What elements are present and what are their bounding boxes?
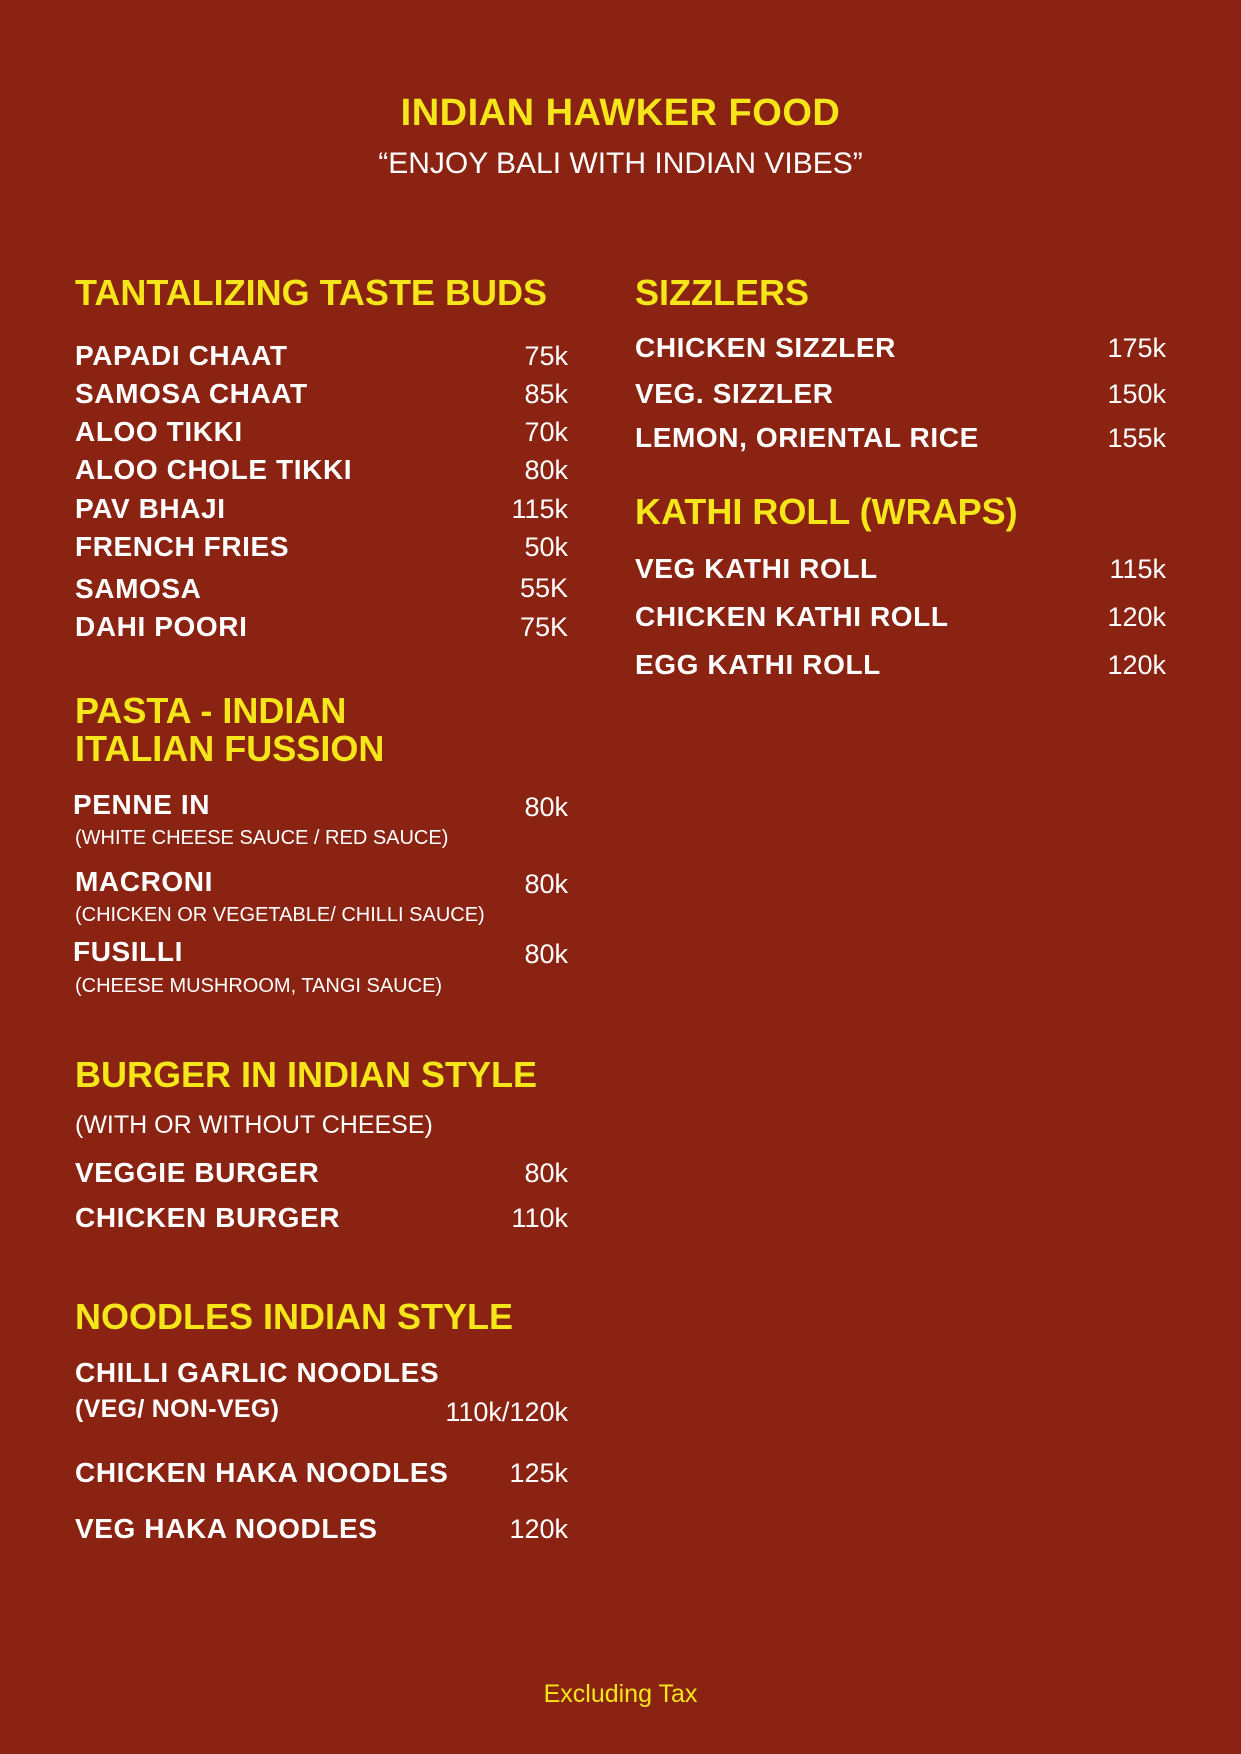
item-price: 125k (509, 1458, 568, 1488)
item-name: ALOO CHOLE TIKKI (75, 454, 353, 485)
item-price: 80k (524, 455, 568, 485)
item-price: 70k (524, 417, 568, 447)
item-name: PAV BHAJI (75, 493, 226, 524)
item-name: VEG HAKA NOODLES (75, 1513, 378, 1544)
section-note: (WITH OR WITHOUT CHEESE) (75, 1111, 433, 1139)
item-price: 80k (524, 1158, 568, 1188)
item-name: PENNE IN (73, 789, 211, 820)
section-title: NOODLES INDIAN STYLE (75, 1296, 514, 1337)
item-price: 120k (1107, 602, 1166, 632)
item-price: 85k (524, 379, 568, 409)
section-title: BURGER IN INDIAN STYLE (75, 1054, 538, 1095)
item-name: VEGGIE BURGER (75, 1157, 320, 1188)
item-name: CHICKEN BURGER (75, 1202, 341, 1233)
item-price: 155k (1107, 423, 1166, 453)
item-price: 150k (1107, 379, 1166, 409)
item-name: CHILLI GARLIC NOODLES (75, 1357, 440, 1388)
item-name: LEMON, ORIENTAL RICE (635, 422, 979, 453)
item-sub: (VEG/ NON-VEG) (75, 1395, 280, 1423)
section-title: KATHI ROLL (WRAPS) (635, 491, 1018, 532)
item-name: VEG KATHI ROLL (635, 553, 878, 584)
item-name: CHICKEN SIZZLER (635, 332, 896, 363)
item-name: SAMOSA (75, 573, 202, 604)
item-name: CHICKEN HAKA NOODLES (75, 1457, 449, 1488)
item-price: 75k (524, 341, 568, 371)
item-price: 50k (524, 532, 568, 562)
item-price: 75K (519, 612, 568, 642)
item-name: DAHI POORI (75, 611, 248, 642)
item-name: VEG. SIZZLER (635, 378, 834, 409)
item-price: 110k/120k (445, 1397, 568, 1427)
item-price: 115k (511, 494, 568, 524)
item-name: MACRONI (75, 866, 213, 897)
item-name: PAPADI CHAAT (75, 340, 288, 371)
section-title-line2: ITALIAN FUSSION (75, 728, 385, 769)
item-price: 55K (519, 573, 568, 603)
item-price: 120k (1107, 650, 1166, 680)
menu-tagline: “ENJOY BALI WITH INDIAN VIBES” (378, 147, 863, 180)
footer-note: Excluding Tax (543, 1680, 698, 1708)
item-price: 110k (511, 1203, 568, 1233)
section-title-line1: PASTA - INDIAN (75, 690, 347, 731)
item-name: ALOO TIKKI (75, 416, 243, 447)
item-name: EGG KATHI ROLL (635, 649, 881, 680)
item-price: 115k (1109, 554, 1166, 584)
item-note: (WHITE CHEESE SAUCE / RED SAUCE) (75, 827, 449, 849)
item-note: (CHEESE MUSHROOM, TANGI SAUCE) (75, 975, 443, 997)
menu-title: INDIAN HAWKER FOOD (400, 92, 841, 134)
section-title: SIZZLERS (635, 272, 810, 313)
item-name: FUSILLI (73, 936, 183, 967)
item-price: 175k (1107, 333, 1166, 363)
section-title: TANTALIZING TASTE BUDS (75, 272, 547, 313)
item-price: 80k (524, 792, 568, 822)
item-price: 80k (524, 869, 568, 899)
item-note: (CHICKEN OR VEGETABLE/ CHILLI SAUCE) (75, 904, 485, 926)
item-name: CHICKEN KATHI ROLL (635, 601, 949, 632)
item-name: SAMOSA CHAAT (75, 378, 308, 409)
item-price: 120k (509, 1514, 568, 1544)
item-price: 80k (524, 939, 568, 969)
item-name: FRENCH FRIES (75, 531, 290, 562)
